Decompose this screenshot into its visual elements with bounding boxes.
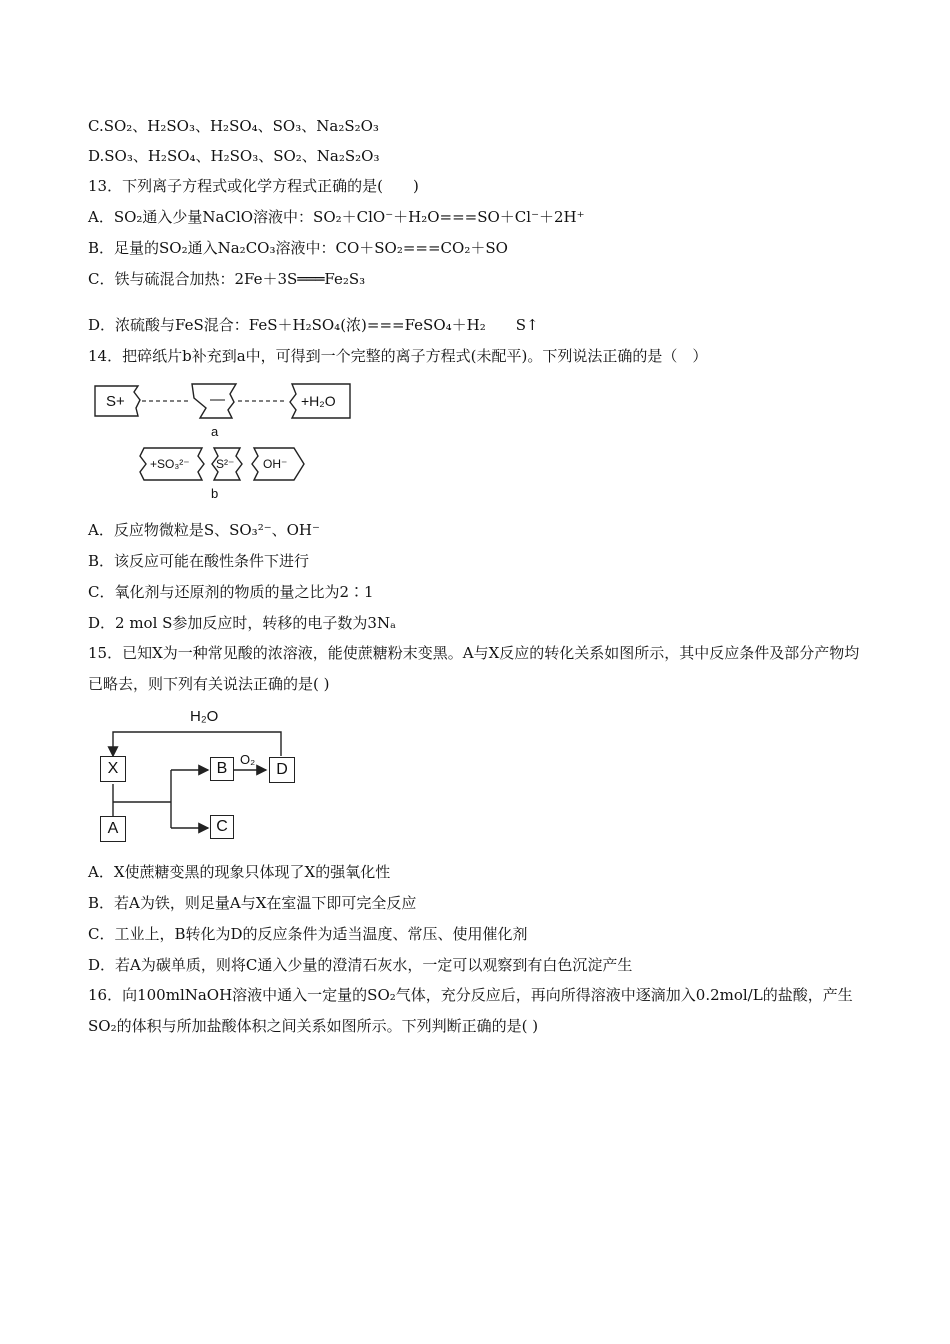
node-d: D (269, 757, 295, 783)
q14-option-b: B．该反应可能在酸性条件下进行 (88, 552, 310, 570)
fragment-s-plus: S+ (106, 393, 125, 410)
q13-option-b: B．足量的SO₂通入Na₂CO₃溶液中：CO＋SO₂===CO₂＋SO (88, 239, 508, 257)
node-c: C (210, 815, 234, 839)
node-a: A (100, 816, 126, 842)
q13-option-a: A．SO₂通入少量NaClO溶液中：SO₂＋ClO⁻＋H₂O===SO＋Cl⁻＋2H⁺ (88, 208, 585, 226)
q14-option-d: D．2 mol S参加反应时，转移的电子数为3Nₐ (88, 614, 396, 632)
question-15: 15．已知X为一种常见酸的浓溶液，能使蔗糖粉末变黑。A与X反应的转化关系如图所示，其中反应条件及部分产物均已略去，则下列有关说法正确的是( ) (88, 644, 860, 693)
fragment-s2: S²⁻ (216, 457, 235, 471)
fragment-h2o: +H₂O (301, 393, 336, 409)
option-d-prev: D.SO₃、H₂SO₄、H₂SO₃、SO₂、Na₂S₂O₃ (88, 147, 380, 165)
q15-option-d: D．若A为碳单质，则将C通入少量的澄清石灰水，一定可以观察到有白色沉淀产生 (88, 956, 633, 974)
fragments-svg (88, 378, 388, 508)
node-b: B (210, 757, 234, 781)
label-a: a (211, 424, 219, 439)
fragment-so3: +SO₃²⁻ (150, 457, 190, 471)
q13-option-d: D．浓硫酸与FeS混合：FeS＋H₂SO₄(浓)===FeSO₄＋H₂ S↑ (88, 316, 539, 334)
h2o-label: H₂O (190, 708, 219, 725)
question-14: 14．把碎纸片b补充到a中，可得到一个完整的离子方程式(未配平)。下列说法正确的是（ ） (88, 347, 708, 365)
node-x: X (100, 756, 126, 782)
fragment-dash: — (210, 391, 225, 408)
label-b: b (211, 486, 219, 501)
q15-option-b: B．若A为铁，则足量A与X在室温下即可完全反应 (88, 894, 417, 912)
question-13: 13．下列离子方程式或化学方程式正确的是( ) (88, 177, 419, 195)
q15-option-a: A．X使蔗糖变黑的现象只体现了X的强氧化性 (88, 863, 391, 881)
fragment-oh: OH⁻ (263, 457, 288, 471)
o2-label: O₂ (240, 752, 256, 767)
option-c-prev: C.SO₂、H₂SO₃、H₂SO₄、SO₃、Na₂S₂O₃ (88, 117, 379, 135)
q14-option-c: C．氧化剂与还原剂的物质的量之比为2∶1 (88, 583, 374, 601)
question-16: 16．向100mlNaOH溶液中通入一定量的SO₂气体，充分反应后，再向所得溶液中逐滴加入0.2mol/L的盐酸，产生SO₂的体积与所加盐酸体积之间关系如图所示。下列判断正确的是( ) (88, 986, 853, 1035)
q14-option-a: A．反应物微粒是S、SO₃²⁻、OH⁻ (88, 521, 320, 539)
q15-option-c: C．工业上，B转化为D的反应条件为适当温度、常压、使用催化剂 (88, 925, 528, 943)
q13-option-c: C．铁与硫混合加热：2Fe＋3S═══Fe₂S₃ (88, 270, 366, 288)
